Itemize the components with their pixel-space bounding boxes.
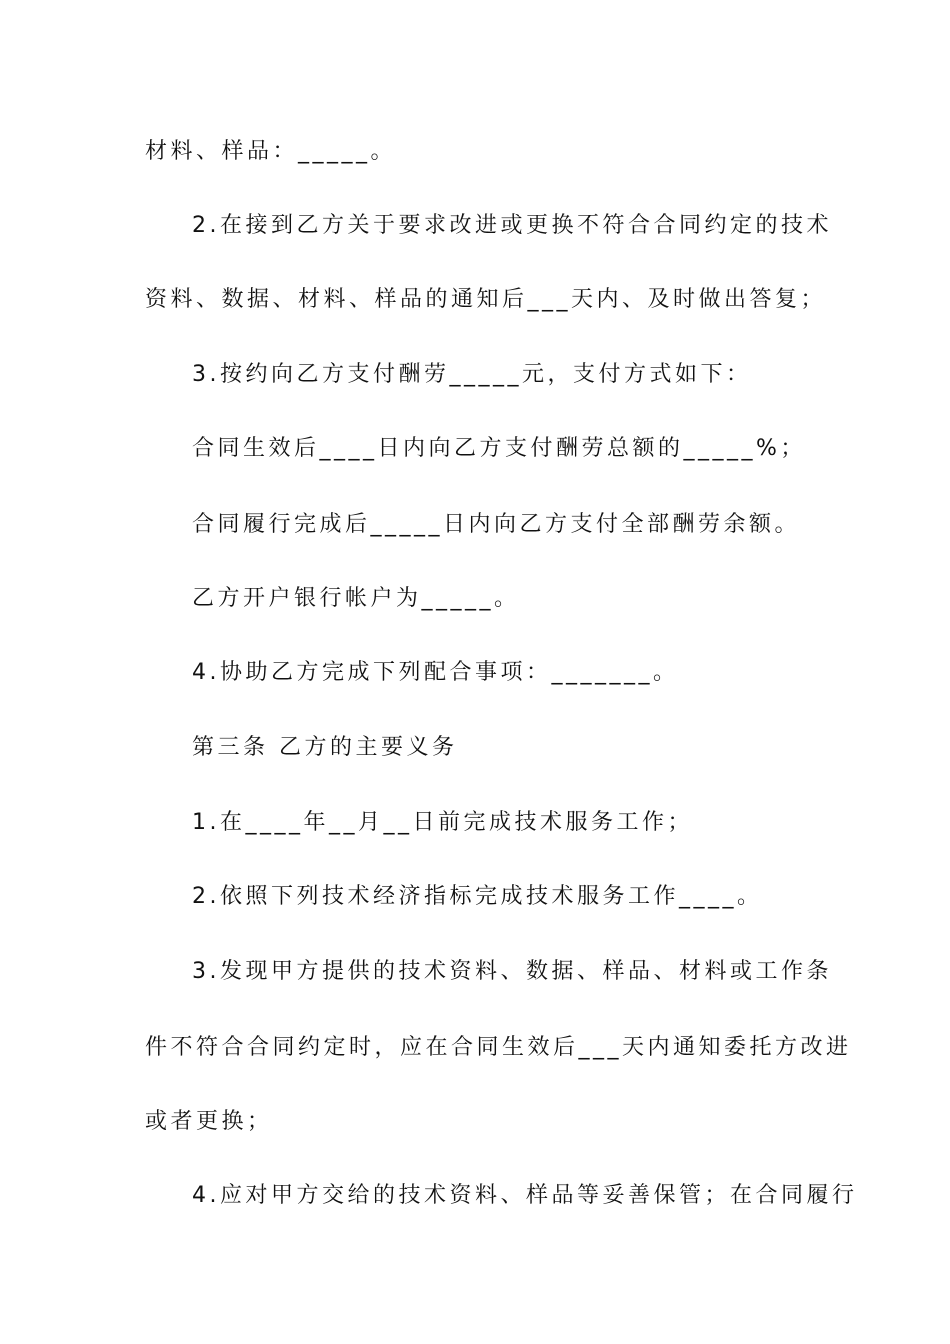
text-line-8: 4.协助乙方完成下列配合事项：_______。 bbox=[192, 660, 679, 685]
text-line-14: 或者更换； bbox=[145, 1109, 273, 1134]
text-line-11: 2.依照下列技术经济指标完成技术服务工作____。 bbox=[192, 884, 763, 909]
text-line-6: 合同履行完成后_____日内向乙方支付全部酬劳余额。 bbox=[192, 512, 801, 537]
text-line-4: 3.按约向乙方支付酬劳_____元，支付方式如下： bbox=[192, 362, 752, 387]
text-line-5: 合同生效后____日内向乙方支付酬劳总额的_____%； bbox=[192, 436, 806, 461]
text-line-2: 2.在接到乙方关于要求改进或更换不符合合同约定的技术 bbox=[192, 213, 832, 238]
text-line-10: 1.在____年__月__日前完成技术服务工作； bbox=[192, 810, 693, 835]
text-line-13: 件不符合合同约定时，应在合同生效后___天内通知委托方改进 bbox=[145, 1035, 852, 1060]
section-heading: 第三条 乙方的主要义务 bbox=[192, 735, 458, 760]
text-line-7: 乙方开户银行帐户为_____。 bbox=[192, 586, 520, 611]
text-line-1: 材料、样品：_____。 bbox=[145, 139, 397, 164]
text-line-15: 4.应对甲方交给的技术资料、样品等妥善保管；在合同履行 bbox=[192, 1183, 858, 1208]
text-line-3: 资料、数据、材料、样品的通知后___天内、及时做出答复； bbox=[145, 287, 827, 312]
text-line-12: 3.发现甲方提供的技术资料、数据、样品、材料或工作条 bbox=[192, 959, 832, 984]
